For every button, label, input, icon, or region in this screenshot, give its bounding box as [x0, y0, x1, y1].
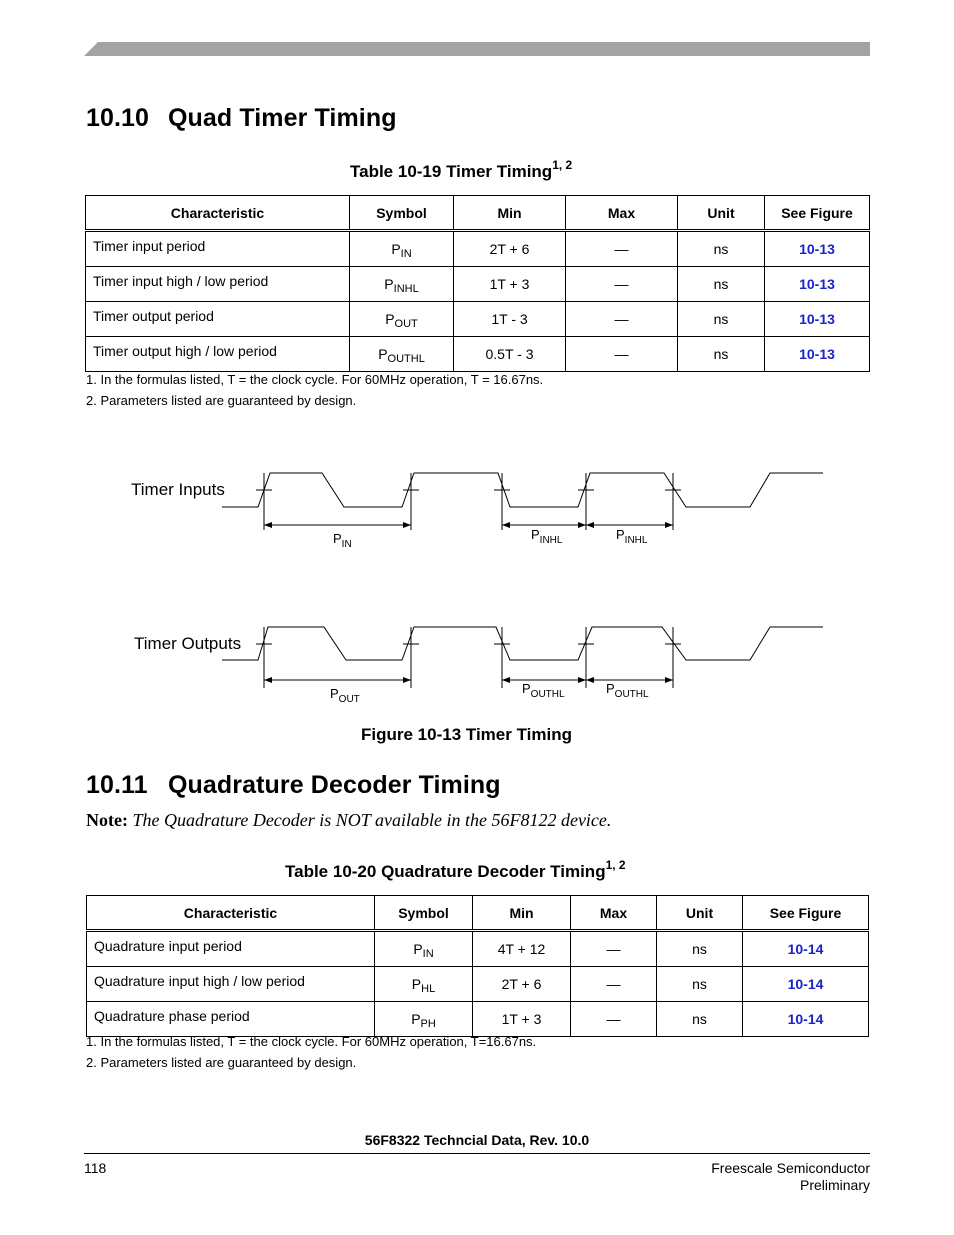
figure-link[interactable]: 10-14 [743, 932, 869, 967]
table-footnote-1: 1. In the formulas listed, T = the clock cycle. For 60MHz operation, T=16.67ns. [86, 1034, 537, 1049]
cell-unit: ns [678, 337, 765, 372]
timer-inputs-waveform [222, 473, 823, 507]
cell-max: — [571, 1002, 657, 1037]
table-row [87, 967, 869, 1002]
figure-caption: Figure 10-13 Timer Timing [361, 725, 572, 744]
col-header-min: Min [454, 196, 566, 230]
col-header-unit: Unit [678, 196, 765, 230]
cell-unit: ns [657, 1002, 743, 1037]
cell-min: 2T + 6 [473, 967, 571, 1002]
note [86, 810, 611, 831]
cell-symbol: $P_{PH}$ [375, 1002, 473, 1037]
cell-symbol: $P_{IN}$ [375, 932, 473, 967]
figure-link[interactable]: 10-13 [765, 267, 870, 302]
cell-characteristic: Timer input period [86, 232, 350, 267]
cell-max: — [566, 267, 678, 302]
section-title: Quadrature Decoder Timing [168, 771, 501, 799]
table-caption-timer-timing [350, 158, 573, 182]
cell-symbol: $P_{IN}$ [350, 232, 454, 267]
cell-max: — [571, 932, 657, 967]
col-header-characteristic: Characteristic [87, 896, 375, 930]
table-row [86, 267, 870, 302]
table-row [86, 337, 870, 372]
cell-characteristic: Quadrature input high / low period [87, 967, 375, 1002]
caption-footnote-ref: 1, 2 [552, 158, 573, 172]
table-header-row [86, 196, 870, 230]
cell-min: 1T + 3 [473, 1002, 571, 1037]
table-row [86, 302, 870, 337]
cell-characteristic: Timer input high / low period [86, 267, 350, 302]
cell-symbol: $P_{HL}$ [375, 967, 473, 1002]
cell-characteristic: Timer output high / low period [86, 337, 350, 372]
cell-min: 1T + 3 [454, 267, 566, 302]
table-footnote-2: 2. Parameters listed are guaranteed by design. [86, 1055, 357, 1070]
cell-characteristic: Quadrature phase period [87, 1002, 375, 1037]
timer-timing-diagram [0, 450, 954, 710]
figure-link[interactable]: 10-13 [765, 302, 870, 337]
cell-min: 0.5T - 3 [454, 337, 566, 372]
header-bar [84, 42, 870, 56]
footer-doc-title: 56F8322 Techncial Data, Rev. 10.0 [364, 1132, 590, 1148]
section-number: 10.10 [86, 104, 150, 132]
table-caption-quadrature-decoder [285, 858, 626, 882]
footer-rule [84, 1153, 870, 1154]
figure-link[interactable]: 10-13 [765, 232, 870, 267]
table-row [87, 932, 869, 967]
cell-max: — [566, 302, 678, 337]
label-p-out: $P_{OUT}$ [330, 686, 360, 705]
figure-link[interactable]: 10-14 [743, 1002, 869, 1037]
label-p-outhl-2: $P_{OUTHL}$ [606, 681, 649, 700]
col-header-symbol: Symbol [350, 196, 454, 230]
cell-max: — [571, 967, 657, 1002]
figure-link[interactable]: 10-14 [743, 967, 869, 1002]
table-footnote-2: 2. Parameters listed are guaranteed by design. [86, 393, 357, 408]
label-p-in: $P_{IN}$ [333, 531, 352, 550]
cell-min: 2T + 6 [454, 232, 566, 267]
timer-timing-table [85, 195, 870, 372]
cell-max: — [566, 232, 678, 267]
section-heading-quadrature-decoder [86, 771, 501, 800]
section-title: Quad Timer Timing [168, 104, 397, 132]
caption-footnote-ref: 1, 2 [605, 858, 626, 872]
col-header-see-figure: See Figure [765, 196, 870, 230]
cell-symbol: $P_{INHL}$ [350, 267, 454, 302]
timer-outputs-waveform [222, 627, 823, 660]
timer-inputs-label: Timer Inputs [131, 480, 225, 499]
cell-unit: ns [657, 967, 743, 1002]
cell-unit: ns [678, 232, 765, 267]
cell-min: 1T - 3 [454, 302, 566, 337]
table-footnote-1: 1. In the formulas listed, T = the clock cycle. For 60MHz operation, T = 16.67ns. [86, 372, 544, 387]
footer-page-number: 118 [84, 1160, 107, 1176]
cell-max: — [566, 337, 678, 372]
cell-symbol: $P_{OUTHL}$ [350, 337, 454, 372]
cell-symbol: $P_{OUT}$ [350, 302, 454, 337]
cell-unit: ns [678, 267, 765, 302]
label-p-inhl-1: $P_{INHL}$ [531, 527, 563, 546]
col-header-characteristic: Characteristic [86, 196, 350, 230]
table-header-row [87, 896, 869, 930]
col-header-unit: Unit [657, 896, 743, 930]
col-header-max: Max [571, 896, 657, 930]
cell-min: 4T + 12 [473, 932, 571, 967]
caption-text: Table 10-20 Quadrature Decoder Timing [285, 862, 606, 881]
col-header-see-figure: See Figure [743, 896, 869, 930]
cell-characteristic: Quadrature input period [87, 932, 375, 967]
col-header-symbol: Symbol [375, 896, 473, 930]
table-row [86, 232, 870, 267]
label-p-outhl-1: $P_{OUTHL}$ [522, 681, 565, 700]
figure-link[interactable]: 10-13 [765, 337, 870, 372]
caption-text: Table 10-19 Timer Timing [350, 162, 553, 181]
col-header-min: Min [473, 896, 571, 930]
note-label: Note: [86, 810, 128, 830]
cell-unit: ns [657, 932, 743, 967]
footer-company: Freescale Semiconductor [711, 1160, 870, 1176]
footer-status: Preliminary [799, 1177, 870, 1193]
label-p-inhl-2: $P_{INHL}$ [616, 527, 648, 546]
table-row [87, 1002, 869, 1037]
col-header-max: Max [566, 196, 678, 230]
quadrature-decoder-timing-table [86, 895, 869, 1037]
section-heading-quad-timer [86, 104, 397, 133]
timer-outputs-label: Timer Outputs [134, 634, 242, 653]
cell-characteristic: Timer output period [86, 302, 350, 337]
section-number: 10.11 [86, 771, 148, 799]
cell-unit: ns [678, 302, 765, 337]
note-text: The Quadrature Decoder is NOT available in the 56F8122 device. [132, 810, 612, 830]
